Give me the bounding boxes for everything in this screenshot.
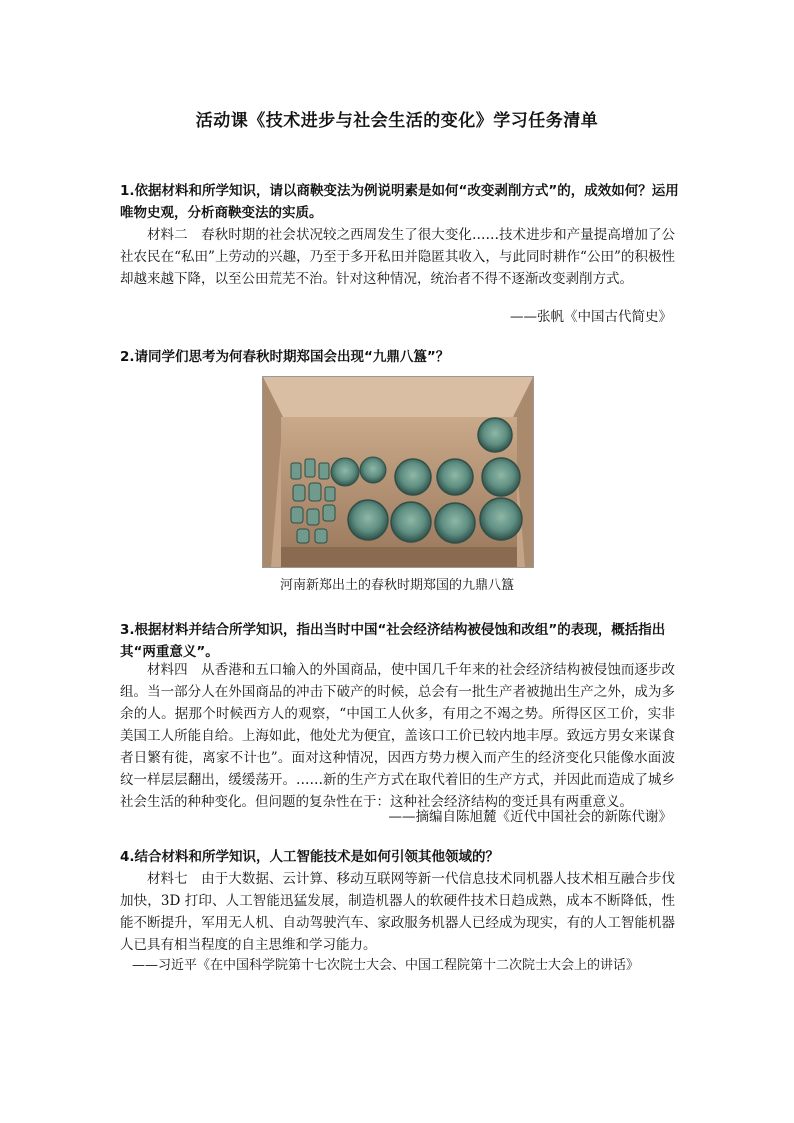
question-4: 4.结合材料和所学知识，人工智能技术是如何引领其他领域的？ [120,849,500,865]
material-4-text: 材料四 从香港和五口输入的外国商品，使中国几千年来的社会经济结构被侵蚀而逐步改组。当一部分人在外国商品的冲击下破产的时候，总会有一批生产者被抛出生产之外，成为多余的人。据那个时候西方人的观察，“中国工人伙多，有用之不竭之势。所得区区工价，实非美国工人所能自给。上海如此，他处尤为便宜，盖该口工价已较内地丰厚。致远方男女来谋食者日繁有徙，离家不计也”。面对这种情况，因西方势力楔入而产生的经济变化只能像水面波纹一样层层翻出，缓缓荡开。……新的生产方式在取代着旧的生产方式，并因此而造成了城乡社会生活的种种变化。但问题的复杂性在于：这种社会经济结构的变迁具有两重意义。 [120,662,675,810]
tomb-pit-image [263,377,533,567]
question-3: 3.根据材料并结合所学知识，指出当时中国“社会经济结构被侵蚀和改组”的表现，概括指出其“两重意义”。 [120,622,666,660]
material-2-source: ——张帆《中国古代简史》 [510,309,672,325]
question-2: 2.请同学们思考为何春秋时期郑国会出现“九鼎八簋”？ [120,349,450,365]
material-7-text: 材料七 由于大数据、云计算、移动互联网等新一代信息技术同机器人技术相互融合步伐加快，3D 打印、人工智能迅猛发展，制造机器人的软硬件技术日趋成熟，成本不断降低，性能不断提升，军用无人机、自动驾驶汽车、家政服务机器人已经成为现实，有的人工智能机器人已具有相当程度的自主思维和学习能力。 [120,871,675,953]
material-7 [120,868,675,956]
question-1: 1.依据材料和所学知识，请以商鞅变法为例说明素是如何“改变剥削方式”的，成效如何？运用唯物史观，分析商鞅变法的实质。 [120,183,679,221]
page-title: 活动课《技术进步与社会生活的变化》学习任务清单 [195,111,599,131]
material-7-source: ——习近平《在中国科学院第十七次院士大会、中国工程院第十二次院士大会上的讲话》 [132,958,640,973]
material-2 [120,224,675,290]
material-4 [120,659,675,813]
bronze-vessels-photo [262,376,534,568]
material-2-text: 材料二 春秋时期的社会状况较之西周发生了很大变化……技术进步和产量提高增加了公社农民在“私田”上劳动的兴趣，乃至于多开私田并隐匿其收入，与此同时耕作“公田”的积极性却越来越下降，以至公田荒芜不治。针对这种情况，统治者不得不逐渐改变剥削方式。 [120,227,675,287]
photo-caption: 河南新郑出土的春秋时期郑国的九鼎八簋 [279,578,514,593]
material-4-source: ——摘编自陈旭麓《近代中国社会的新陈代谢》 [388,809,672,825]
